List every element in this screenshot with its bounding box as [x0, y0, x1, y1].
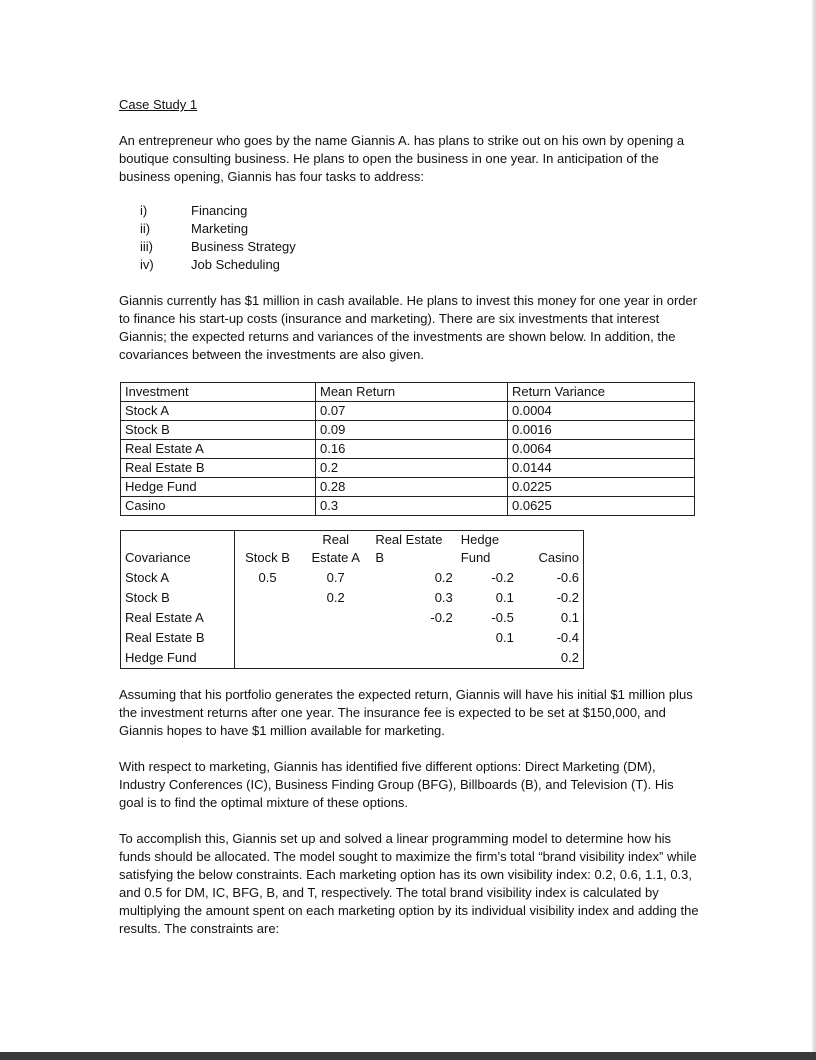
covariance-table [120, 530, 584, 669]
mean-return: 0.09 [316, 421, 508, 440]
header-line: Estate A [311, 550, 360, 565]
header-line: B [375, 550, 384, 565]
header-line: Hedge [460, 532, 500, 547]
task-number: iii) [140, 239, 153, 254]
return-variance: 0.0064 [508, 440, 695, 459]
task-number: ii) [140, 221, 151, 236]
investment-name: Real Estate A [121, 440, 316, 459]
cov-hedge-fund: 0.1 [495, 630, 514, 645]
cov-casino: 0.1 [518, 608, 584, 628]
cov-casino: -0.6 [518, 568, 584, 588]
header-real-estate-a [300, 531, 371, 569]
table-row [121, 648, 584, 669]
list-item [119, 220, 296, 238]
header-real-estate-b [371, 531, 456, 569]
cov-hedge-fund [457, 648, 518, 669]
header-stock-b: Stock B [234, 531, 300, 569]
table-row [121, 459, 695, 478]
document-page [119, 96, 699, 936]
header-mean-return: Mean Return [316, 383, 508, 402]
mean-return: 0.3 [316, 497, 508, 516]
mean-return: 0.16 [316, 440, 508, 459]
header-investment: Investment [121, 383, 316, 402]
list-item [119, 256, 296, 274]
cov-hedge-fund: -0.2 [491, 570, 514, 585]
case-study-heading: Case Study 1 [119, 97, 198, 112]
row-label: Hedge Fund [121, 648, 235, 669]
table-row [121, 497, 695, 516]
table-header-row [121, 383, 695, 402]
row-label: Stock B [121, 588, 235, 608]
cov-stock-b: 0.5 [258, 570, 277, 585]
row-label: Stock A [121, 568, 235, 588]
list-item [119, 202, 296, 220]
return-variance: 0.0004 [508, 402, 695, 421]
cov-real-estate-a [300, 648, 371, 669]
cov-stock-b [234, 648, 300, 669]
return-variance: 0.0016 [508, 421, 695, 440]
table-row [121, 608, 584, 628]
task-number: iv) [140, 257, 154, 272]
task-label: Financing [191, 203, 248, 218]
header-return-variance: Return Variance [508, 383, 695, 402]
viewer-bottom-bar [0, 1052, 816, 1060]
intro-paragraph: An entrepreneur who goes by the name Giannis A. has plans to strike out on his own by opening a boutique consulting business. He plans to open the business in one year. In anticipation of the business opening, Giannis has four tasks to address: [119, 133, 685, 184]
table-row [121, 402, 695, 421]
table-row [121, 628, 584, 648]
header-hedge-fund [457, 531, 518, 569]
cash-paragraph: Giannis currently has $1 million in cash available. He plans to invest this money for one year in order to finance his start-up costs (insurance and marketing). There are six investments that interest Giannis; the expected returns and variances of the investments are shown below. In addition, the covariances between the investments are also given. [119, 293, 698, 362]
return-variance: 0.0144 [508, 459, 695, 478]
header-line: Real Estate [375, 532, 443, 547]
table-header-row [121, 531, 584, 569]
cov-real-estate-b: 0.3 [434, 590, 453, 605]
table-row [121, 421, 695, 440]
cov-casino: -0.2 [518, 588, 584, 608]
mean-return: 0.28 [316, 478, 508, 497]
cov-real-estate-a [300, 628, 371, 648]
cov-casino: 0.2 [518, 648, 584, 669]
cov-hedge-fund: -0.5 [491, 610, 514, 625]
cov-stock-b [234, 588, 300, 608]
investments-table [120, 382, 695, 516]
cov-real-estate-b [371, 648, 456, 669]
header-covariance: Covariance [121, 531, 235, 569]
lp-paragraph: To accomplish this, Giannis set up and solved a linear programming model to determine how his funds should be allocated. The model sought to maximize the firm’s total “brand visibility index” while satisfying the below constraints. Each marketing option has its own visibility index: 0.2, 0.6, 1.1, 0.3, and 0.5 for DM, IC, BFG, B, and T, respectively. The total brand visibility index is calculated by multiplying the amount spent on each marketing option by its individual visibility index and adding the results. The constraints are: [119, 831, 699, 936]
cov-real-estate-a [300, 608, 371, 628]
task-label: Marketing [191, 221, 249, 236]
table-row [121, 478, 695, 497]
investment-name: Hedge Fund [121, 478, 316, 497]
table-row [121, 588, 584, 608]
cov-stock-b [234, 628, 300, 648]
return-variance: 0.0625 [508, 497, 695, 516]
table-row [121, 440, 695, 459]
header-line: Real [322, 532, 350, 547]
task-label: Business Strategy [191, 239, 296, 254]
mean-return: 0.2 [316, 459, 508, 478]
investment-name: Casino [121, 497, 316, 516]
task-list [119, 202, 296, 274]
cov-real-estate-b: -0.2 [430, 610, 453, 625]
row-label: Real Estate B [121, 628, 235, 648]
cov-real-estate-a: 0.7 [326, 570, 345, 585]
cov-real-estate-b [371, 628, 456, 648]
marketing-paragraph: With respect to marketing, Giannis has identified five different options: Direct Marketing (DM), Industry Conferences (IC), Business Finding Group (BFG), Billboards (B), and Television (T). His goal is to find the optimal mixture of these options. [119, 759, 674, 810]
investment-name: Stock A [121, 402, 316, 421]
return-variance: 0.0225 [508, 478, 695, 497]
mean-return: 0.07 [316, 402, 508, 421]
task-label: Job Scheduling [191, 257, 280, 272]
cov-hedge-fund: 0.1 [495, 590, 514, 605]
list-item [119, 238, 296, 256]
portfolio-paragraph: Assuming that his portfolio generates the expected return, Giannis will have his initial $1 million plus the investment returns after one year. The insurance fee is expected to be set at $150,000, and Giannis hopes to have $1 million available for marketing. [119, 687, 693, 738]
header-line: Fund [460, 550, 491, 565]
task-number: i) [140, 203, 148, 218]
cov-real-estate-b: 0.2 [434, 570, 453, 585]
cov-casino: -0.4 [518, 628, 584, 648]
table-row [121, 568, 584, 588]
investment-name: Stock B [121, 421, 316, 440]
row-label: Real Estate A [121, 608, 235, 628]
header-casino: Casino [518, 531, 584, 569]
cov-real-estate-a: 0.2 [326, 590, 345, 605]
cov-stock-b [234, 608, 300, 628]
investment-name: Real Estate B [121, 459, 316, 478]
